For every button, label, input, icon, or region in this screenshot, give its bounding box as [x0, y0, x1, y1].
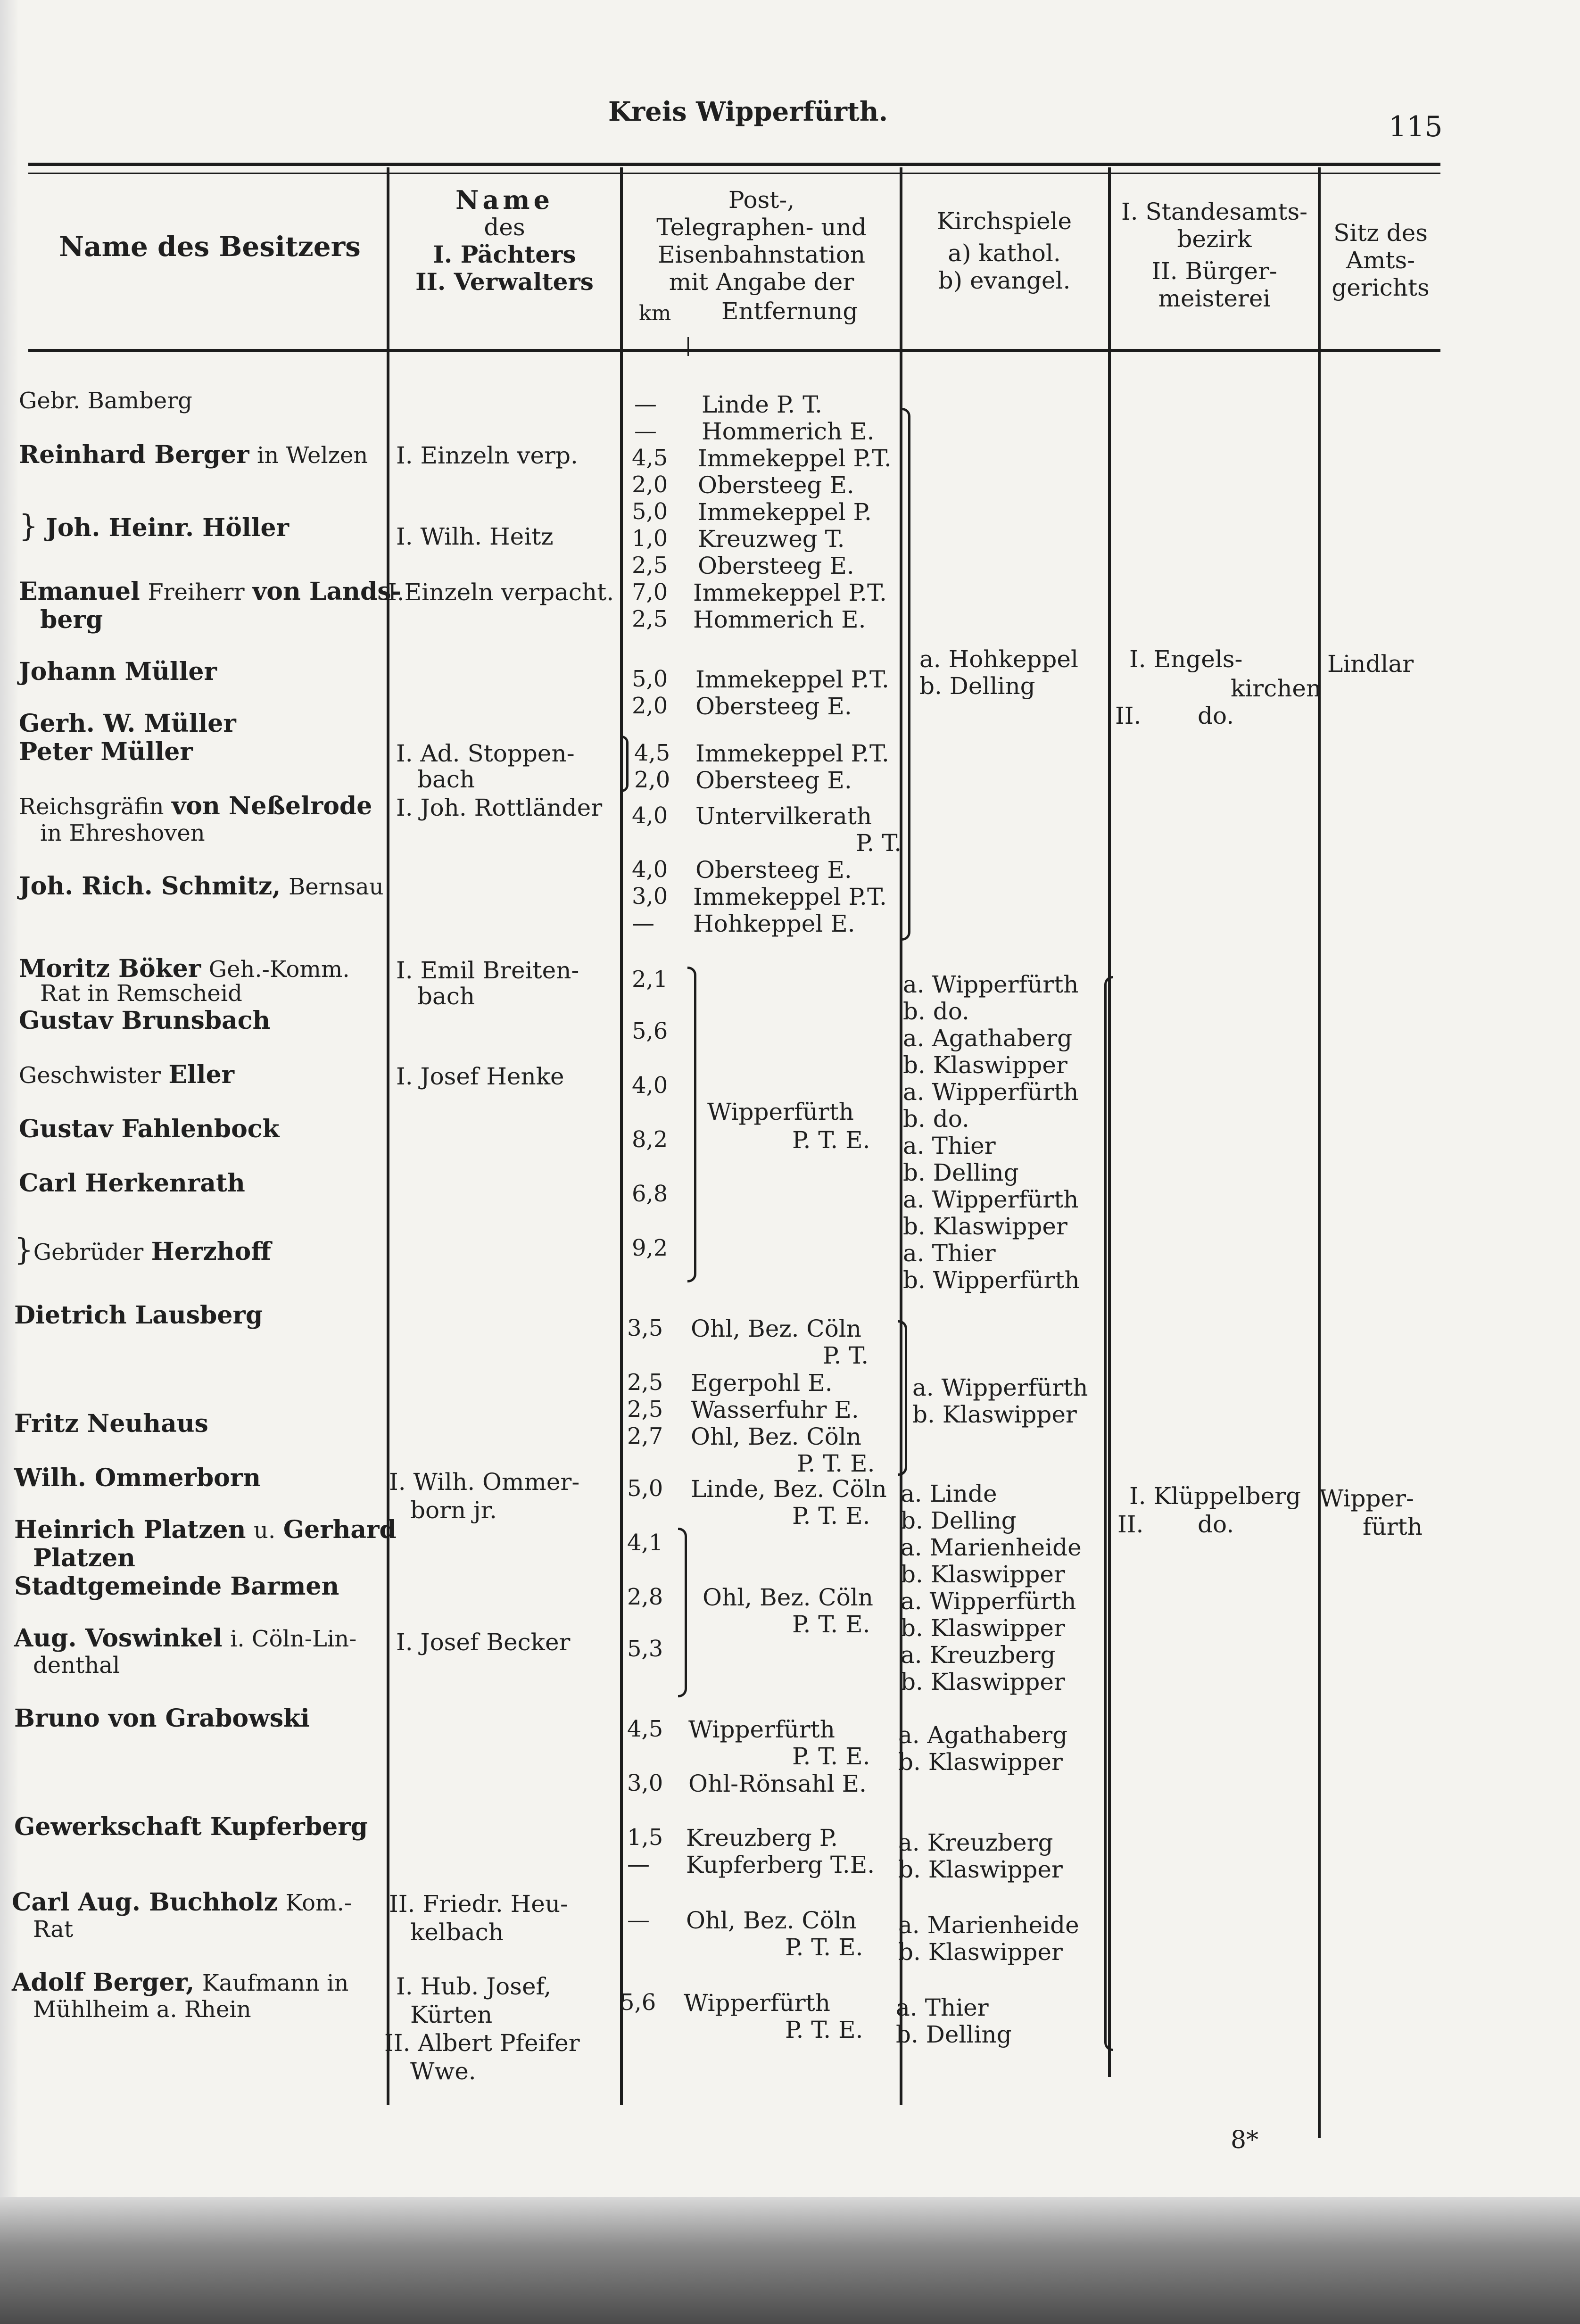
parish: a. Thier [903, 1132, 996, 1159]
header-registry-line3: II. Bürger- [1151, 257, 1277, 285]
owner-note: Geh.-Komm. [208, 956, 350, 983]
header-km: km [639, 301, 671, 325]
tenant-cont: Wwe. [410, 2058, 476, 2085]
owner-name: Stadtgemeinde Barmen [14, 1572, 339, 1601]
station: Hommerich E. [693, 606, 866, 633]
header-court-line2: Amts- [1346, 247, 1415, 274]
owner-note: i. Cöln-Lin- [230, 1626, 357, 1652]
parish: b. Delling [919, 672, 1035, 700]
km-value: — [634, 391, 657, 417]
km-value: 4,0 [632, 802, 668, 829]
km-value: 2,0 [632, 471, 668, 498]
page-number: 115 [1389, 110, 1443, 143]
km-value: — [627, 1907, 650, 1933]
station: Obersteeg E. [695, 693, 852, 720]
brace [1104, 976, 1113, 2051]
parish: b. Delling [903, 1159, 1019, 1186]
station: Ohl, Bez. Cöln [691, 1423, 861, 1450]
station: Kreuzweg T. [698, 525, 845, 553]
km-value: 2,0 [632, 693, 668, 719]
registry: I. Engels- [1129, 645, 1243, 673]
station: Untervilkerath [695, 802, 872, 830]
owner-row [14, 1624, 356, 1653]
km-value: 2,5 [632, 552, 668, 579]
parish: a. Wipperfürth [901, 1588, 1076, 1615]
owner-name: Gebr. Bamberg [19, 388, 192, 414]
header-parish-line2: a) kathol. [948, 240, 1061, 267]
header-court-line1: Sitz des [1333, 219, 1428, 247]
km-value: 4,5 [632, 445, 668, 471]
km-value: 2,5 [627, 1369, 663, 1396]
owner-note: Kaufmann in [202, 1970, 349, 1996]
owner-note-cont: Rat in Remscheid [40, 980, 242, 1007]
parish: b. do. [903, 998, 969, 1025]
owner-row [19, 387, 192, 415]
km-value: 2,5 [632, 606, 668, 632]
km-value: 9,2 [632, 1235, 668, 1261]
header-court [1322, 219, 1439, 301]
tenant: I.Einzeln verpacht. [388, 579, 614, 606]
parish: a. Wipperfürth [903, 1078, 1079, 1106]
tenant: I. Josef Becker [396, 1629, 571, 1656]
header-station-line4: mit Angabe der [669, 268, 854, 296]
owner-name-cont: Platzen [33, 1544, 135, 1572]
km-value: 2,0 [634, 767, 670, 793]
km-value: 3,0 [627, 1770, 663, 1796]
station: Ohl, Bez. Cöln [691, 1315, 861, 1342]
header-parish-line3: b) evangel. [938, 267, 1071, 294]
column-divider-5 [1318, 167, 1321, 2138]
registry: II. [1117, 1511, 1144, 1538]
tenant: I. Joh. Rottländer [396, 794, 603, 821]
km-value: — [627, 1851, 650, 1877]
header-station-line1: Post-, [728, 186, 795, 214]
tenant: I. Ad. Stoppen- [396, 740, 575, 767]
owner-row [19, 509, 289, 544]
km-value: 4,5 [634, 740, 670, 766]
owner-row [19, 1061, 234, 1090]
station: Kupferberg T.E. [686, 1851, 875, 1878]
header-registry-line2: bezirk [1177, 225, 1252, 253]
parish: a. Thier [896, 1994, 989, 2021]
parish: b. Klaswipper [898, 1856, 1063, 1883]
parish: a. Thier [903, 1240, 996, 1267]
owner-note: Gebrüder [33, 1239, 144, 1265]
owner-note: Bernsau [288, 874, 384, 900]
station-cont: P. T. E. [792, 1126, 870, 1154]
owner-name: Gerh. W. Müller [19, 709, 236, 738]
owner-name: von Neßelrode [172, 792, 372, 820]
station: Obersteeg E. [695, 856, 852, 884]
registry-cont: do. [1198, 1511, 1234, 1538]
station: Immekeppel P.T. [698, 445, 892, 472]
station: Immekeppel P. [698, 498, 872, 526]
km-value: 3,0 [632, 883, 668, 910]
owner-name: Peter Müller [19, 737, 193, 766]
tenant-cont: bach [417, 983, 475, 1010]
registry: I. Klüppelberg [1129, 1482, 1301, 1510]
owner-note-cont: denthal [33, 1652, 120, 1679]
station: Wasserfuhr E. [691, 1396, 859, 1423]
owner-name: Gewerkschaft Kupferberg [14, 1812, 368, 1841]
owner-name: Aug. Voswinkel [14, 1624, 223, 1653]
parish: b. Klaswipper [903, 1051, 1067, 1079]
station: Wipperfürth [707, 1098, 854, 1125]
owner-row [12, 1888, 352, 1917]
owner-name: Fritz Neuhaus [14, 1409, 208, 1438]
station: Linde, Bez. Cöln [691, 1475, 887, 1503]
km-value: 5,6 [620, 1989, 656, 2016]
station: Obersteeg E. [698, 552, 854, 579]
owner-note-cont: in Ehreshoven [40, 820, 205, 846]
header-tenant-line4: II. Verwalters [415, 268, 594, 296]
owner-name: Carl Aug. Buchholz [12, 1888, 278, 1917]
header-owner: Name des Besitzers [59, 231, 361, 263]
station-cont: P. T. E. [792, 1743, 870, 1770]
tenant-cont: born jr. [410, 1497, 497, 1524]
brace-glyph: } [19, 509, 38, 544]
km-subdivider [687, 337, 689, 356]
parish: b. Klaswipper [903, 1213, 1067, 1240]
running-title: Kreis Wipperfürth. [608, 96, 888, 127]
owner-name: Gustav Brunsbach [19, 1006, 271, 1035]
parish: a. Agathaberg [903, 1025, 1073, 1052]
station: Kreuzberg P. [686, 1824, 838, 1852]
owner-name: Eller [168, 1060, 235, 1089]
km-value: 4,5 [627, 1716, 663, 1742]
tenant-cont: bach [417, 766, 475, 793]
km-value: 8,2 [632, 1126, 668, 1153]
tenant: II. Albert Pfeifer [384, 2029, 580, 2057]
brace [898, 1320, 907, 1476]
registry: II. [1115, 702, 1142, 729]
station: Immekeppel P.T. [693, 579, 887, 606]
owner-name: Johann Müller [19, 657, 217, 686]
owner-name-cont: berg [40, 605, 103, 634]
header-registry-line1: I. Standesamts- [1121, 198, 1308, 225]
km-value: 1,0 [632, 525, 668, 552]
owner-row [19, 792, 372, 821]
owner-name: Adolf Berger, [12, 1968, 195, 1997]
tenant: I. Hub. Josef, [396, 1973, 552, 2000]
owner-row [19, 441, 368, 470]
court: Lindlar [1327, 650, 1414, 678]
header-parish-line1: Kirchspiele [936, 207, 1072, 235]
station: Wipperfürth [684, 1989, 830, 2017]
parish: b. Klaswipper [912, 1401, 1077, 1428]
owner-note: Geschwister [19, 1062, 161, 1089]
owner-name: Moritz Böker [19, 954, 201, 983]
km-value: — [634, 418, 657, 444]
station: Wipperfürth [688, 1716, 835, 1743]
station-cont: P. T. E. [785, 2016, 863, 2043]
station: Immekeppel P.T. [693, 883, 887, 910]
parish: b. Klaswipper [898, 1938, 1063, 1966]
owner-note: Reichsgräfin [19, 794, 164, 820]
station: Linde P. T. [702, 391, 823, 418]
station-cont: P. T. [823, 1342, 869, 1369]
station-cont: P. T. [856, 829, 902, 857]
owner-name: Carl Herkenrath [19, 1169, 245, 1198]
owner-name: Dietrich Lausberg [14, 1301, 263, 1330]
header-tenant-line3: I. Pächters [433, 240, 576, 268]
header-top-rule [28, 163, 1440, 166]
brace-glyph: } [14, 1232, 33, 1267]
parish: a. Kreuzberg [898, 1829, 1053, 1856]
owner-name: Wilh. Ommerborn [14, 1464, 261, 1492]
station: Egerpohl E. [691, 1369, 833, 1397]
tenant: I. Wilh. Ommer- [389, 1468, 580, 1496]
tenant-cont: Kürten [410, 2001, 493, 2028]
owner-row [19, 955, 350, 984]
km-value: 5,0 [627, 1475, 663, 1502]
station-cont: P. T. E. [785, 1934, 863, 1961]
km-value: 2,5 [627, 1396, 663, 1423]
court: Wipper- [1319, 1485, 1414, 1512]
header-court-line3: gerichts [1332, 274, 1430, 301]
km-value: 5,6 [632, 1018, 668, 1044]
owner-name: Herzhoff [151, 1237, 271, 1266]
tenant: I. Josef Henke [396, 1063, 564, 1090]
court-cont: fürth [1363, 1513, 1423, 1540]
owner-name: Joh. Rich. Schmitz, [19, 872, 281, 901]
parish: a. Agathaberg [898, 1721, 1068, 1749]
owner-row [19, 872, 384, 901]
registry-cont: kirchen [1231, 675, 1322, 702]
station: Immekeppel P.T. [695, 666, 889, 693]
parish: a. Linde [901, 1480, 997, 1507]
owner-note-cont: Rat [33, 1916, 74, 1943]
station: Ohl, Bez. Cöln [703, 1584, 873, 1611]
owner-name: Heinrich Platzen [14, 1515, 246, 1544]
header-top-rule-thin [28, 173, 1440, 174]
column-divider-2 [620, 167, 623, 2105]
station: Obersteeg E. [698, 471, 854, 499]
km-value: 5,0 [632, 666, 668, 692]
station: Hommerich E. [702, 418, 875, 445]
station: Obersteeg E. [695, 767, 852, 794]
parish: a. Hohkeppel [919, 645, 1078, 673]
column-divider-1 [387, 167, 389, 2105]
brace [902, 408, 910, 941]
owner-name: Reinhard Berger [19, 440, 249, 469]
owner-name: Bruno von Grabowski [14, 1704, 310, 1733]
brace [621, 736, 629, 792]
station: Ohl-Rönsahl E. [688, 1770, 867, 1797]
owner-row [14, 1233, 271, 1268]
header-tenant-line2: des [484, 214, 525, 241]
km-value: — [632, 910, 654, 936]
header-station-line2: Telegraphen- und [656, 214, 867, 241]
registry-cont: do. [1198, 702, 1234, 729]
parish: b. Delling [901, 1507, 1017, 1534]
parish: a. Wipperfürth [912, 1374, 1088, 1401]
tenant: I. Einzeln verp. [396, 442, 578, 469]
owner-name: Emanuel [19, 577, 140, 606]
station: Immekeppel P.T. [695, 740, 889, 767]
parish: a. Marienheide [901, 1534, 1082, 1561]
parish: b. do. [903, 1105, 969, 1133]
header-distance: Entfernung [721, 298, 858, 325]
parish: b. Delling [896, 2021, 1012, 2048]
km-value: 5,3 [627, 1636, 663, 1662]
owner-name: Gerhard [283, 1515, 397, 1544]
header-station-line3: Eisenbahnstation [657, 241, 866, 268]
km-value: 4,0 [632, 856, 668, 883]
km-value: 6,8 [632, 1181, 668, 1207]
owner-row [14, 1516, 397, 1545]
parish: a. Wipperfürth [903, 971, 1079, 998]
parish: b. Klaswipper [901, 1614, 1065, 1642]
brace [678, 1528, 687, 1697]
station: Hohkeppel E. [693, 910, 855, 937]
parish: a. Wipperfürth [903, 1186, 1079, 1213]
owner-name: Gustav Fahlenbock [19, 1115, 280, 1143]
parish: a. Marienheide [898, 1911, 1079, 1939]
parish: a. Kreuzberg [901, 1641, 1056, 1669]
owner-note-cont: Mühlheim a. Rhein [33, 1996, 251, 2023]
km-value: 7,0 [632, 579, 668, 605]
station: Ohl, Bez. Cöln [686, 1907, 857, 1934]
signature-mark: 8* [1231, 2126, 1259, 2154]
parish: b. Klaswipper [898, 1748, 1063, 1776]
km-value: 3,5 [627, 1315, 663, 1341]
station-cont: P. T. E. [792, 1611, 870, 1638]
owner-name: Joh. Heinr. Höller [46, 513, 289, 542]
station-cont: P. T. E. [792, 1502, 870, 1530]
header-registry-line4: meisterei [1158, 285, 1271, 312]
km-value: 2,7 [627, 1423, 663, 1449]
parish: b. Klaswipper [901, 1561, 1065, 1588]
km-value: 4,0 [632, 1072, 668, 1099]
km-value: 1,5 [627, 1824, 663, 1851]
owner-row [12, 1968, 348, 1997]
km-value: 5,0 [632, 498, 668, 525]
parish: b. Klaswipper [901, 1668, 1065, 1695]
owner-note: in Welzen [257, 442, 368, 469]
scan-bottom-shadow [0, 2197, 1580, 2324]
header-parish [903, 207, 1106, 294]
tenant: I. Emil Breiten- [396, 957, 579, 984]
header-tenant-line1: Name [455, 185, 554, 215]
header-bottom-rule [28, 349, 1440, 352]
tenant-cont: kelbach [410, 1919, 504, 1946]
km-value: 2,1 [632, 966, 668, 992]
header-tenant [391, 186, 618, 296]
km-value: 4,1 [627, 1530, 663, 1556]
brace [687, 967, 696, 1282]
header-registry [1112, 198, 1317, 312]
owner-name: von Lands- [252, 577, 402, 606]
tenant: II. Friedr. Heu- [389, 1890, 568, 1918]
header-station [625, 186, 898, 296]
owner-note: u. [254, 1517, 276, 1544]
parish: b. Wipperfürth [903, 1266, 1080, 1294]
tenant: I. Wilh. Heitz [396, 523, 554, 550]
station-cont: P. T. E. [797, 1450, 875, 1477]
owner-note: Freiherr [148, 579, 245, 605]
km-value: 2,8 [627, 1584, 663, 1610]
owner-note: Kom.- [285, 1890, 352, 1916]
owner-row [19, 578, 401, 606]
